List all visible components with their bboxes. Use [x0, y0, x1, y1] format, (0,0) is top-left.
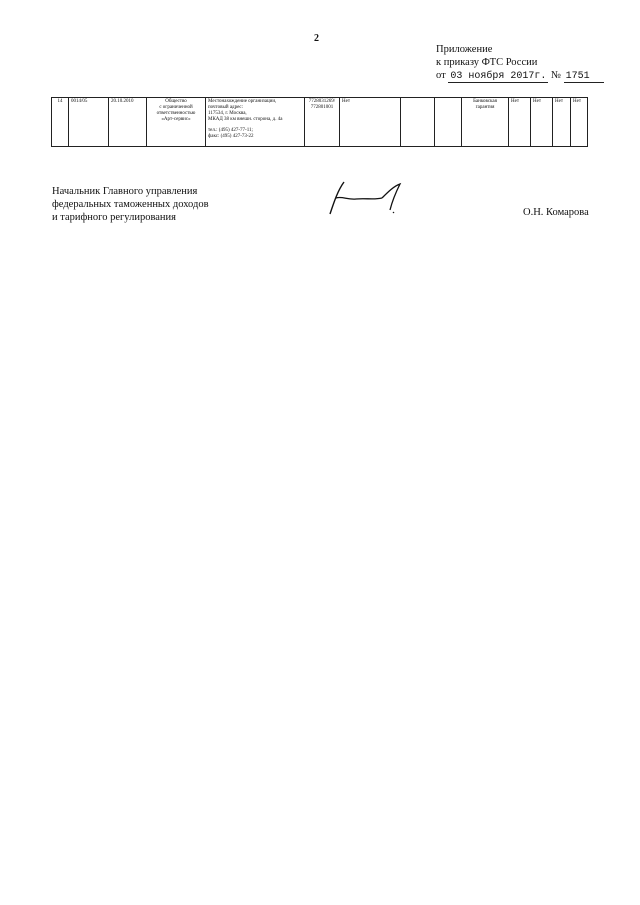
- signer-name: О.Н. Комарова: [523, 207, 589, 218]
- signer-position-line2: федеральных таможенных доходов: [52, 199, 209, 210]
- cell-index: 14: [52, 98, 69, 147]
- signer-position-line3: и тарифного регулирования: [52, 212, 176, 223]
- cell-date: 20.10.2010: [109, 98, 147, 147]
- signer-position-line1: Начальник Главного управления: [52, 186, 198, 197]
- cell-col-e: Нет: [531, 98, 553, 147]
- cell-reg-number: 0014/05: [69, 98, 109, 147]
- register-table: [51, 97, 588, 147]
- handwritten-signature: [322, 178, 412, 218]
- appendix-date-line: [436, 69, 604, 83]
- appendix-title: Приложение: [436, 44, 493, 55]
- cell-guarantee: Банковская гарантия: [462, 98, 509, 147]
- appendix-header: [436, 43, 604, 83]
- appendix-order-ref: к приказу ФТС России: [436, 57, 538, 68]
- cell-col-g: Нет: [571, 98, 588, 147]
- cell-col-f: Нет: [553, 98, 571, 147]
- page-number: 2: [314, 33, 319, 44]
- cell-col-d: Нет: [509, 98, 531, 147]
- cell-inn-kpp: 7728031269/ 772801001: [305, 98, 340, 147]
- date-prefix: от: [436, 70, 446, 81]
- cell-address: Местонахождение организации, почтовый адрес: 117534, г. Москва, МКАД 38 км внешн. сторона, д. 4а тел.: (495) 427-77-11; факс: (495) 427-73-22: [206, 98, 305, 147]
- table-row: [52, 98, 588, 147]
- order-date: 03 ноября 2017г.: [450, 71, 547, 82]
- signer-position: [52, 185, 209, 224]
- order-number: 1751: [564, 71, 604, 83]
- number-prefix: №: [550, 70, 561, 81]
- cell-col-b: [401, 98, 435, 147]
- cell-name: Общество с ограниченной ответственностью «Арт-сервис»: [147, 98, 206, 147]
- cell-col-a: Нет: [340, 98, 401, 147]
- cell-col-c: [435, 98, 462, 147]
